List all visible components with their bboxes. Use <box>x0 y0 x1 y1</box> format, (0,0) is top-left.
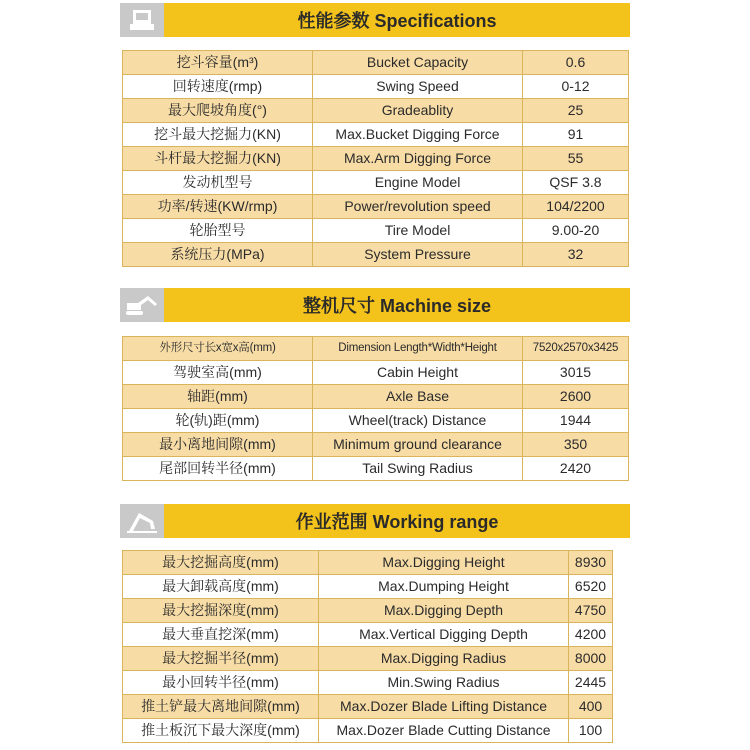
excavator-side-icon <box>120 288 164 322</box>
value-cell: 0-12 <box>523 75 629 99</box>
excavator-arm-icon <box>120 504 164 538</box>
cn-label-cell: 最大挖掘半径(mm) <box>123 647 319 671</box>
value-cell: 7520x2570x3425 <box>523 337 629 361</box>
cn-label-cell: 外形尺寸长x宽x高(mm) <box>123 337 313 361</box>
table-row <box>123 599 613 623</box>
working-range-table <box>122 550 613 743</box>
en-label-cell: Max.Digging Depth <box>319 599 569 623</box>
table-row <box>123 385 629 409</box>
value-cell: 32 <box>523 243 629 267</box>
en-label-cell: Bucket Capacity <box>313 51 523 75</box>
en-label-cell: Power/revolution speed <box>313 195 523 219</box>
value-cell: 4750 <box>569 599 613 623</box>
value-cell: QSF 3.8 <box>523 171 629 195</box>
table-row <box>123 409 629 433</box>
en-label-cell: Max.Vertical Digging Depth <box>319 623 569 647</box>
value-cell: 91 <box>523 123 629 147</box>
cn-label-cell: 最大爬坡角度(°) <box>123 99 313 123</box>
specifications-header <box>120 3 630 37</box>
en-label-cell: Wheel(track) Distance <box>313 409 523 433</box>
en-label-cell: Tail Swing Radius <box>313 457 523 481</box>
cn-label-cell: 挖斗容量(m³) <box>123 51 313 75</box>
table-row <box>123 75 629 99</box>
en-label-cell: Max.Digging Radius <box>319 647 569 671</box>
table-row <box>123 433 629 457</box>
table-row <box>123 147 629 171</box>
table-row <box>123 623 613 647</box>
cn-label-cell: 挖斗最大挖掘力(KN) <box>123 123 313 147</box>
en-label-cell: Cabin Height <box>313 361 523 385</box>
table-row <box>123 219 629 243</box>
cn-label-cell: 回转速度(rmp) <box>123 75 313 99</box>
machine-front-icon <box>120 3 164 37</box>
table-row <box>123 575 613 599</box>
cn-label-cell: 尾部回转半径(mm) <box>123 457 313 481</box>
value-cell: 350 <box>523 433 629 457</box>
specifications-title: 性能参数 Specifications <box>297 11 497 31</box>
table-row <box>123 671 613 695</box>
value-cell: 9.00-20 <box>523 219 629 243</box>
value-cell: 4200 <box>569 623 613 647</box>
machine-size-title: 整机尺寸 Machine size <box>302 296 492 316</box>
cn-label-cell: 最小回转半径(mm) <box>123 671 319 695</box>
cn-label-cell: 驾驶室高(mm) <box>123 361 313 385</box>
en-label-cell: Max.Bucket Digging Force <box>313 123 523 147</box>
machine-size-header <box>120 288 630 322</box>
table-row <box>123 719 613 743</box>
table-row <box>123 171 629 195</box>
specifications-table <box>122 50 629 267</box>
table-row <box>123 195 629 219</box>
machine-size-table <box>122 336 629 481</box>
table-row <box>123 51 629 75</box>
cn-label-cell: 最大挖掘深度(mm) <box>123 599 319 623</box>
en-label-cell: Engine Model <box>313 171 523 195</box>
cn-label-cell: 斗杆最大挖掘力(KN) <box>123 147 313 171</box>
cn-label-cell: 功率/转速(KW/rmp) <box>123 195 313 219</box>
cn-label-cell: 最大垂直挖深(mm) <box>123 623 319 647</box>
value-cell: 25 <box>523 99 629 123</box>
cn-label-cell: 发动机型号 <box>123 171 313 195</box>
en-label-cell: Gradeablity <box>313 99 523 123</box>
cn-label-cell: 最大卸载高度(mm) <box>123 575 319 599</box>
en-label-cell: Max.Arm Digging Force <box>313 147 523 171</box>
value-cell: 400 <box>569 695 613 719</box>
table-row <box>123 457 629 481</box>
table-row <box>123 243 629 267</box>
table-row <box>123 551 613 575</box>
cn-label-cell: 系统压力(MPa) <box>123 243 313 267</box>
value-cell: 2420 <box>523 457 629 481</box>
table-row <box>123 695 613 719</box>
value-cell: 0.6 <box>523 51 629 75</box>
working-range-title: 作业范围 Working range <box>295 512 499 532</box>
table-row <box>123 123 629 147</box>
en-label-cell: Max.Digging Height <box>319 551 569 575</box>
value-cell: 6520 <box>569 575 613 599</box>
table-row <box>123 99 629 123</box>
cn-label-cell: 推土板沉下最大深度(mm) <box>123 719 319 743</box>
en-label-cell: Dimension Length*Width*Height <box>313 337 523 361</box>
table-row <box>123 361 629 385</box>
en-label-cell: System Pressure <box>313 243 523 267</box>
en-label-cell: Max.Dumping Height <box>319 575 569 599</box>
en-label-cell: Max.Dozer Blade Cutting Distance <box>319 719 569 743</box>
value-cell: 3015 <box>523 361 629 385</box>
value-cell: 2445 <box>569 671 613 695</box>
cn-label-cell: 推土铲最大离地间隙(mm) <box>123 695 319 719</box>
en-label-cell: Min.Swing Radius <box>319 671 569 695</box>
en-label-cell: Minimum ground clearance <box>313 433 523 457</box>
value-cell: 2600 <box>523 385 629 409</box>
value-cell: 8000 <box>569 647 613 671</box>
en-label-cell: Swing Speed <box>313 75 523 99</box>
en-label-cell: Tire Model <box>313 219 523 243</box>
cn-label-cell: 轴距(mm) <box>123 385 313 409</box>
value-cell: 104/2200 <box>523 195 629 219</box>
cn-label-cell: 轮胎型号 <box>123 219 313 243</box>
en-label-cell: Max.Dozer Blade Lifting Distance <box>319 695 569 719</box>
table-row <box>123 337 629 361</box>
cn-label-cell: 最大挖掘高度(mm) <box>123 551 319 575</box>
value-cell: 8930 <box>569 551 613 575</box>
en-label-cell: Axle Base <box>313 385 523 409</box>
working-range-header <box>120 504 630 538</box>
cn-label-cell: 轮(轨)距(mm) <box>123 409 313 433</box>
value-cell: 55 <box>523 147 629 171</box>
table-row <box>123 647 613 671</box>
value-cell: 100 <box>569 719 613 743</box>
value-cell: 1944 <box>523 409 629 433</box>
cn-label-cell: 最小离地间隙(mm) <box>123 433 313 457</box>
